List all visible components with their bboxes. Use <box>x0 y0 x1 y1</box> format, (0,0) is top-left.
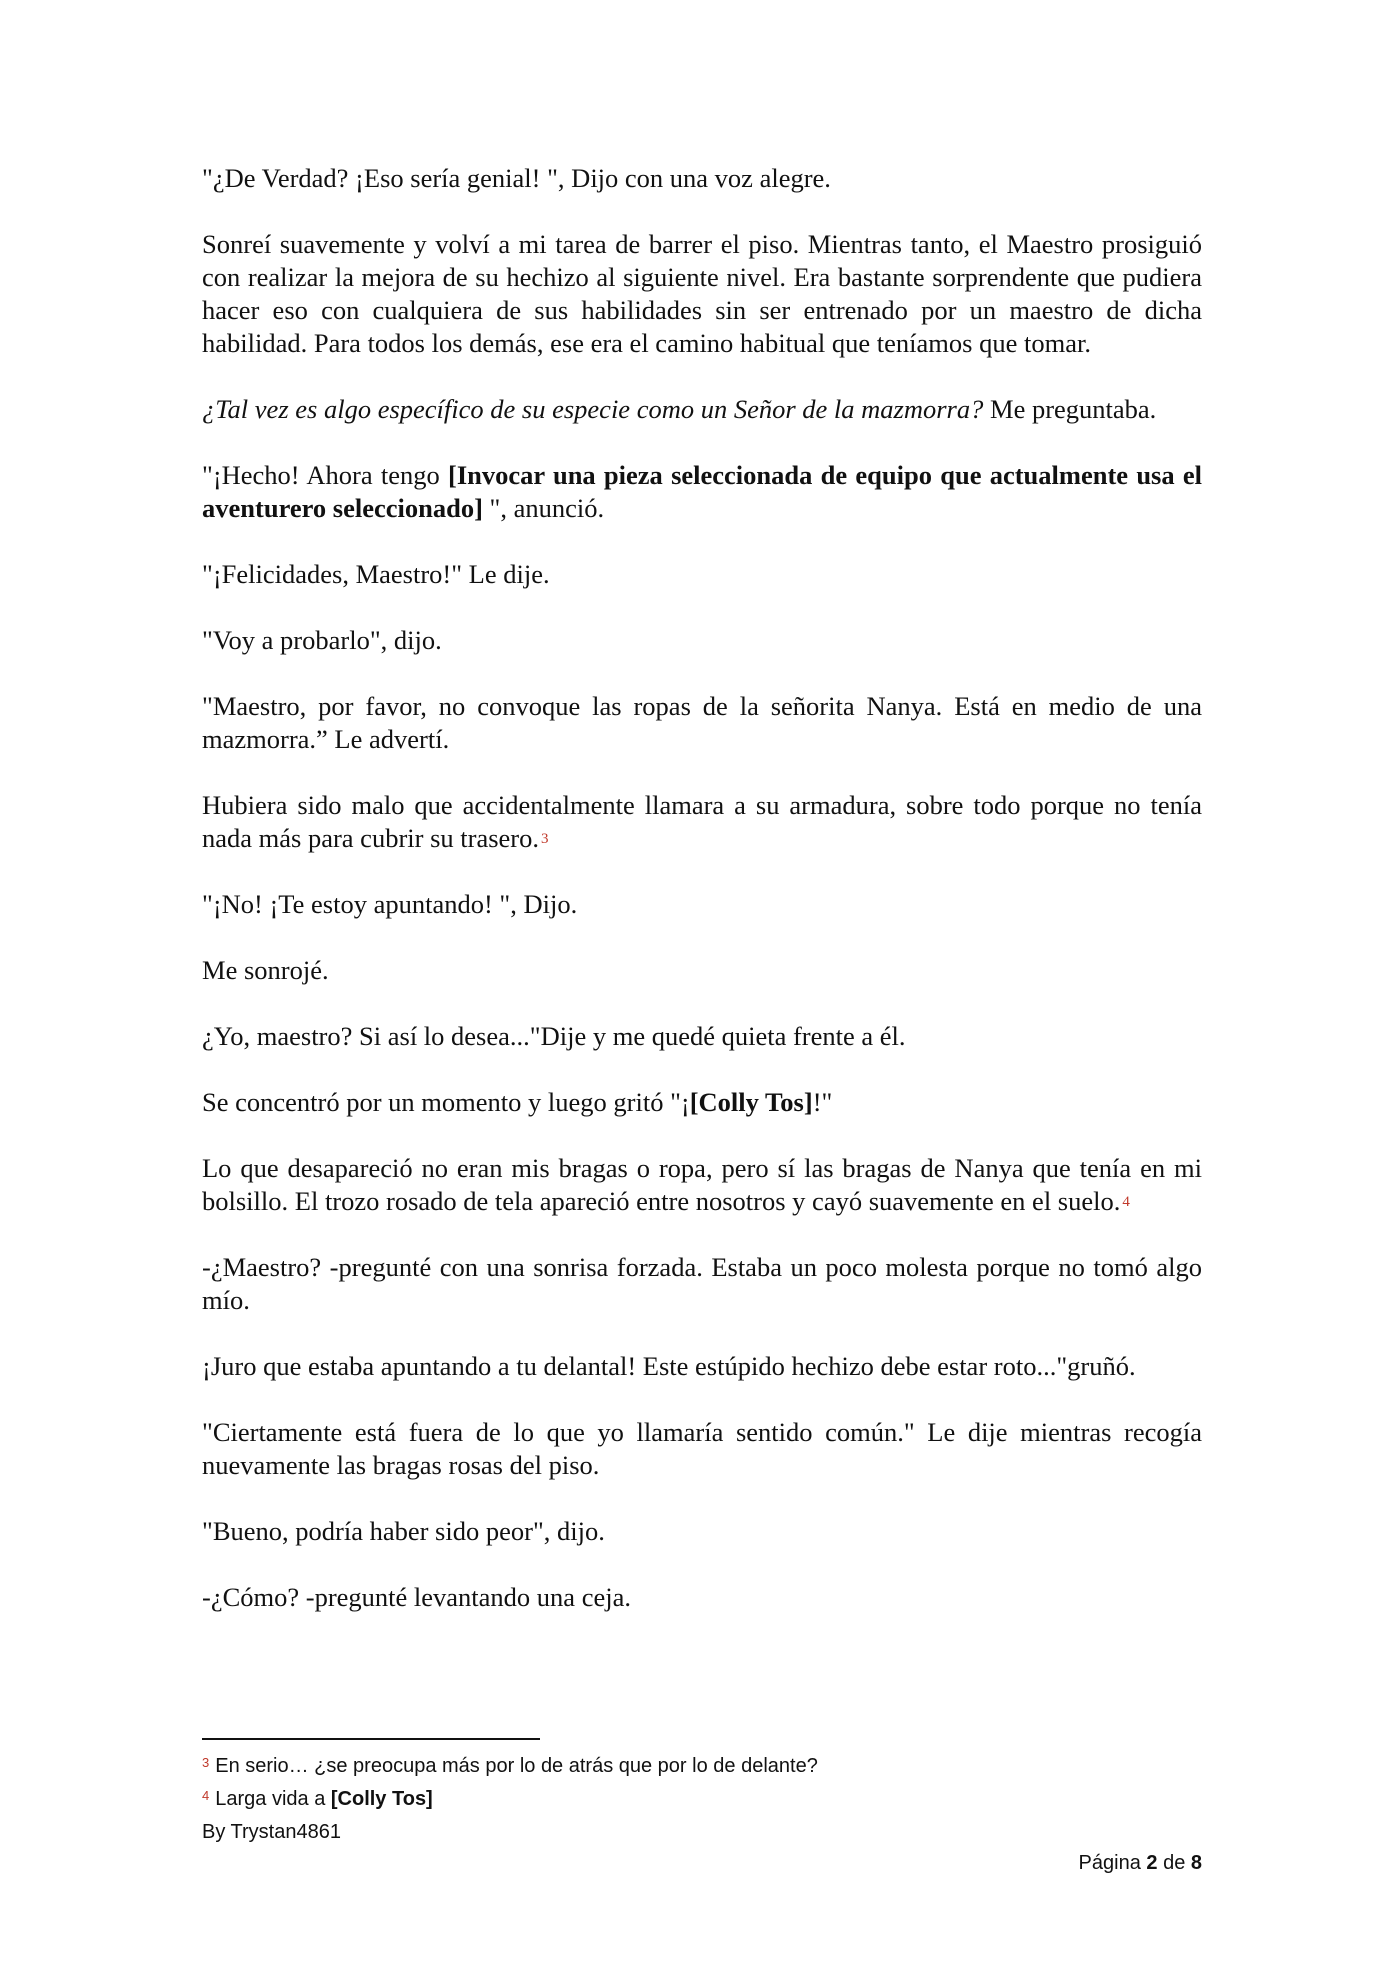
paragraph: Sonreí suavemente y volví a mi tarea de barrer el piso. Mientras tanto, el Maestro prosiguió con realizar la mejora de su hechizo al siguiente nivel. Era bastante sorprendente que pudiera hacer eso con cualquiera de sus habilidades sin ser entrenado por un maestro de dicha habilidad. Para todos los demás, ese era el camino habitual que teníamos que tomar. <box>202 229 1202 358</box>
footnote-marker: 4 <box>202 1788 210 1803</box>
paragraph-text: Hubiera sido malo que accidentalmente llamara a su armadura, sobre todo porque no tenía nada más para cubrir su trasero. <box>202 790 1202 853</box>
footnote-text: En serio… ¿se preocupa más por lo de atrás que por lo de delante? <box>215 1755 818 1777</box>
footnote-marker: 3 <box>202 1755 210 1770</box>
paragraph-text: ", anunció. <box>482 493 605 523</box>
page-number-middle: de <box>1157 1852 1191 1874</box>
bold-text: [Colly Tos] <box>330 1788 433 1810</box>
author-credit: By Trystan4861 <box>202 1821 341 1843</box>
page-total: 8 <box>1190 1852 1202 1874</box>
paragraph: "¡No! ¡Te estoy apuntando! ", Dijo. <box>202 889 578 919</box>
footnote-reference[interactable]: 4 <box>1122 1194 1130 1210</box>
italic-text: ¿Tal vez es algo específico de su especie como un Señor de la mazmorra? <box>202 394 984 424</box>
paragraph-text: Se concentró por un momento y luego gritó "¡ <box>202 1087 690 1117</box>
paragraph: ¡Juro que estaba apuntando a tu delantal! Este estúpido hechizo debe estar roto..."gruñó. <box>202 1351 1136 1381</box>
footnote-text: Larga vida a <box>215 1788 331 1810</box>
paragraph: "Voy a probarlo", dijo. <box>202 625 442 655</box>
body-text <box>202 162 1202 1647</box>
paragraph-text: Me preguntaba. <box>983 394 1157 424</box>
page-current: 2 <box>1146 1852 1158 1874</box>
footnotes <box>202 1750 1202 1849</box>
paragraph <box>202 1152 1202 1218</box>
paragraph: "Ciertamente está fuera de lo que yo llamaría sentido común." Le dije mientras recogía nuevamente las bragas rosas del piso. <box>202 1417 1202 1480</box>
paragraph-text: "¡Hecho! Ahora tengo <box>202 460 449 490</box>
page-number <box>1079 1852 1202 1875</box>
paragraph: -¿Maestro? -pregunté con una sonrisa forzada. Estaba un poco molesta porque no tomó algo mío. <box>202 1252 1202 1315</box>
footnote-separator <box>202 1738 540 1740</box>
paragraph <box>202 459 1202 525</box>
paragraph: "¡Felicidades, Maestro!" Le dije. <box>202 559 550 589</box>
paragraph: -¿Cómo? -pregunté levantando una ceja. <box>202 1582 631 1612</box>
paragraph: "Maestro, por favor, no convoque las ropas de la señorita Nanya. Está en medio de una mazmorra.” Le advertí. <box>202 691 1202 754</box>
footnote-4 <box>202 1783 1202 1816</box>
bold-text: [Colly Tos] <box>689 1087 813 1117</box>
bold-text: [Invocar una pieza seleccionada de equipo que actualmente usa el aventurero seleccionado] <box>202 460 1202 523</box>
paragraph-text: !" <box>812 1087 833 1117</box>
paragraph <box>202 393 1202 426</box>
paragraph: "Bueno, podría haber sido peor", dijo. <box>202 1516 605 1546</box>
paragraph <box>202 1086 1202 1119</box>
paragraph: ¿Yo, maestro? Si así lo desea..."Dije y me quedé quieta frente a él. <box>202 1021 906 1051</box>
paragraph: "¿De Verdad? ¡Eso sería genial! ", Dijo con una voz alegre. <box>202 163 831 193</box>
page-number-prefix: Página <box>1078 1852 1147 1874</box>
paragraph <box>202 789 1202 855</box>
paragraph-text: Lo que desapareció no eran mis bragas o ropa, pero sí las bragas de Nanya que tenía en mi bolsillo. El trozo rosado de tela apareció entre nosotros y cayó suavemente en el suelo. <box>202 1153 1202 1216</box>
footnote-reference[interactable]: 3 <box>541 831 549 847</box>
footnote-3 <box>202 1750 1202 1783</box>
paragraph: Me sonrojé. <box>202 955 329 985</box>
